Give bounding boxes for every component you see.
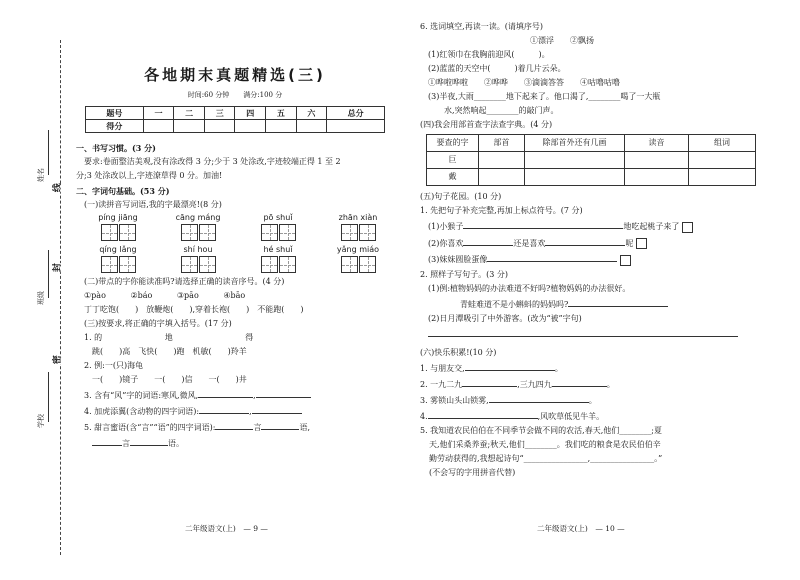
name-label: 姓名 [37, 168, 45, 182]
pinyin-item [82, 213, 154, 241]
score-cell[interactable] [327, 119, 385, 132]
score-header-cell: 六 [296, 106, 327, 119]
q5-1-2a: (2)你喜欢 [428, 238, 464, 248]
answer-blank[interactable] [215, 421, 253, 430]
right-page [420, 22, 782, 478]
lookup-cell[interactable] [479, 169, 525, 186]
q3-4-text: 4. 加虎添翼(含动物的四字词语): [84, 406, 200, 416]
q6b-5d: (不会写的字用拼音代替) [429, 467, 516, 477]
pinyin-text: shí hou [183, 244, 213, 254]
q5-1-2b: 还是喜欢 [513, 238, 546, 248]
score-header-cell: 总分 [327, 106, 385, 119]
pinyin-text: hé shuǐ [263, 244, 293, 254]
score-cell[interactable] [235, 119, 266, 132]
q3-1-word: 得 [245, 332, 254, 342]
answer-blank[interactable] [552, 378, 607, 387]
score-cell[interactable] [143, 119, 174, 132]
q2-option: ②báo [130, 290, 153, 300]
answer-blank[interactable] [130, 437, 168, 446]
writing-box[interactable] [261, 256, 278, 273]
lookup-cell[interactable] [479, 152, 525, 169]
q6b-title: (六)快乐积累!(10 分) [420, 347, 497, 357]
seal-mark-secret: 密 [52, 355, 63, 365]
class-underline [48, 250, 49, 298]
q6b-3: 3. 雾锁山头山锁雾, 。 [420, 395, 597, 405]
q5-2-2: (2)日月潭吸引了中外游客。(改为“被”字句) [428, 313, 582, 323]
answer-blank[interactable] [463, 220, 623, 229]
q6b-3-text: 3. 雾锁山头山锁雾, [420, 395, 489, 405]
writing-box[interactable] [199, 224, 216, 241]
lookup-cell[interactable] [525, 152, 625, 169]
score-cell[interactable] [266, 119, 297, 132]
writing-box[interactable] [341, 224, 358, 241]
answer-blank[interactable] [428, 328, 738, 337]
answer-blank[interactable] [198, 389, 253, 398]
score-cell[interactable] [174, 119, 205, 132]
q5-title: (五)句子花园。(10 分) [420, 192, 502, 201]
q3-5-yan2: 言 [122, 438, 130, 448]
q3-5-text: 5. 甜言蜜语(含“言”“语”的四字词语): [84, 422, 216, 432]
answer-blank[interactable] [489, 394, 589, 403]
score-header-cell: 一 [143, 106, 174, 119]
class-label: 班级 [37, 291, 45, 305]
writing-box[interactable] [119, 224, 136, 241]
score-header-cell: 五 [266, 106, 297, 119]
q6b-5b: 天,他们采桑养蚕;秋天,他们________。我们吃的粮食是农民伯伯辛 [429, 439, 661, 449]
writing-box[interactable] [359, 256, 376, 273]
lookup-header: 组词 [689, 135, 756, 152]
answer-blank[interactable] [487, 253, 617, 262]
q5-1-1b: 地吃起桃子来了 [623, 222, 680, 231]
pinyin-item [242, 213, 314, 241]
exam-title: 各地期末真题精选(三) [144, 66, 326, 84]
answer-blank[interactable] [261, 421, 299, 430]
q3-3: 3. 含有“风”字的词语:寒风,微风, , [76, 389, 394, 401]
q4-title: (四)我会用部首查字法查字典。(4 分) [420, 120, 553, 129]
pinyin-grid [76, 213, 394, 273]
pinyin-text: pō shuǐ [263, 212, 293, 222]
writing-box[interactable] [101, 256, 118, 273]
pinyin-item [322, 245, 394, 273]
q2-option: ①pào [84, 290, 106, 300]
answer-blank[interactable] [463, 237, 513, 246]
left-footer: 二年级语文(上) — 9 — [185, 524, 268, 533]
q2-option: ④bāo [223, 290, 246, 300]
answer-blank[interactable] [256, 389, 311, 398]
lookup-cell[interactable] [525, 169, 625, 186]
q2-title: (二)带点的字你能读准吗?请选择正确的读音序号。(4 分) [84, 276, 285, 286]
writing-box[interactable] [119, 256, 136, 273]
q5-1-1 [420, 220, 782, 233]
section-1-body: 要求:卷面整洁美观,没有涂改得 3 分;少于 3 处涂改,字迹较端正得 1 至 2 [84, 156, 341, 166]
q1-title: (一)读拼音写词语,我的字最漂亮!(8 分) [84, 199, 222, 209]
q6b-1: 1. 与朋友交, 。 [420, 363, 563, 373]
writing-box[interactable] [261, 224, 278, 241]
lookup-header: 要查的字 [427, 135, 479, 152]
q3-3-text: 3. 含有“风”字的词语:寒风,微风, [84, 390, 199, 400]
q5-1: 1. 先把句子补充完整,再加上标点符号。(7 分) [420, 206, 583, 215]
lookup-cell[interactable] [689, 169, 756, 186]
q6b-2-text: 2. 一九二九 [420, 379, 463, 389]
q3-5-yan: 言 [253, 422, 262, 432]
q5-2-1b-text: 青蛙难道不是小蝌蚪的妈妈吗? [460, 299, 569, 309]
writing-box[interactable] [181, 256, 198, 273]
q5-2-2-blank [420, 328, 782, 340]
q3-1-label: 1. 的 [84, 332, 103, 342]
school-label: 学校 [37, 414, 45, 428]
writing-box[interactable] [359, 224, 376, 241]
q3-1-line: 跳( )高 飞快( )跑 机敏( )羚羊 [92, 346, 247, 356]
writing-box[interactable] [181, 224, 198, 241]
punctuation-box[interactable] [620, 255, 631, 266]
q6b-4 [420, 410, 782, 422]
score-header-cell: 三 [204, 106, 235, 119]
writing-box[interactable] [341, 256, 358, 273]
answer-blank[interactable] [465, 362, 555, 371]
q5-1-2 [420, 237, 782, 250]
score-header-cell: 四 [235, 106, 266, 119]
q2-option: ③pāo [176, 290, 199, 300]
q2-options [76, 291, 394, 301]
lookup-cell[interactable] [625, 169, 689, 186]
answer-blank[interactable] [428, 410, 538, 419]
punctuation-box[interactable] [682, 222, 693, 233]
answer-blank[interactable] [568, 298, 668, 307]
q3-2: 2. 例:一(只)海龟 [84, 360, 144, 370]
answer-blank[interactable] [252, 405, 302, 414]
q6b-4-text: 4. [420, 411, 428, 421]
right-footer: 二年级语文(上) — 10 — [537, 524, 625, 533]
q6-3a: (3)半夜,大雨________地下起来了。他口渴了,________喝了一大瓶 [428, 92, 661, 101]
binding-margin [0, 0, 75, 580]
pinyin-text: zhān xiàn [338, 212, 378, 222]
q3-2-line: 一( )镜子 一( )信 一( )井 [92, 374, 247, 384]
q3-title: (三)按要求,将正确的字填入括号。(17 分) [84, 318, 232, 328]
pinyin-item [162, 245, 234, 273]
score-table [85, 106, 385, 133]
lookup-char: 巨 [427, 152, 479, 169]
lookup-cell[interactable] [625, 152, 689, 169]
pinyin-text: qíng lǎng [99, 244, 137, 254]
pinyin-text: yǎng miáo [336, 244, 380, 254]
left-page [76, 22, 394, 449]
punctuation-box[interactable] [636, 238, 647, 249]
binding-dashed-line [60, 40, 61, 555]
q6-2: (2)蓝蓝的天空中( )着几片云朵。 [428, 64, 566, 73]
writing-box[interactable] [279, 256, 296, 273]
lookup-header: 除部首外还有几画 [525, 135, 625, 152]
section-1-body: 分;3 处涂改以上,字迹潦草得 0 分。加油! [76, 170, 223, 180]
name-underline [48, 130, 49, 175]
dictionary-table [426, 134, 756, 186]
pinyin-item [242, 245, 314, 273]
lookup-header: 读音 [625, 135, 689, 152]
exam-subtitle: 时间:60 分钟 满分:100 分 [187, 90, 283, 99]
q6b-4b-text: ,风吹草低见牛羊。 [537, 411, 605, 421]
score-header-cell: 二 [174, 106, 205, 119]
q5-2-1b [420, 298, 782, 310]
score-row-label: 得分 [86, 119, 144, 132]
q6-options-2: ①哗啦哗啦 ②哗哗 ③滴滴答答 ④咕噜咕噜 [428, 78, 620, 87]
answer-blank[interactable] [462, 378, 517, 387]
q5-1-2c: 呢 [625, 238, 634, 248]
score-cell[interactable] [204, 119, 235, 132]
q3-1-word: 地 [164, 332, 173, 342]
score-cell[interactable] [296, 119, 327, 132]
q6-3b: 水,突然响起________的敲门声。 [444, 106, 559, 115]
writing-box[interactable] [199, 256, 216, 273]
q5-2-1a: (1)例:植物妈妈的办法难道不好吗?植物妈妈的办法很好。 [428, 283, 631, 293]
lookup-char: 戴 [427, 169, 479, 186]
q3-1 [76, 333, 394, 343]
q3-5 [76, 421, 394, 433]
q6b-5c: 勤劳动获得的,我想起诗句“________________,________________。” [429, 453, 663, 463]
seal-mark-seal: 封 [52, 263, 63, 273]
answer-blank[interactable] [199, 405, 249, 414]
q3-4: 4. 加虎添翼(含动物的四字词语): , [76, 405, 394, 417]
q6-title: 6. 选词填空,再读一读。(请填序号) [420, 22, 543, 31]
lookup-header: 部首 [479, 135, 525, 152]
school-underline [48, 372, 49, 422]
q3-5-yu: 语, [299, 422, 311, 432]
q5-1-3-text: (3)妹妹圆脸蛋像 [428, 255, 488, 264]
answer-blank[interactable] [545, 237, 625, 246]
q6-1: (1)红领巾在我胸前迎风( )。 [428, 50, 550, 59]
q3-5-line2 [76, 437, 394, 449]
q6b-2: 2. 一九二九 ,三九四九 。 [420, 379, 615, 389]
section-1-title: 一、书写习惯。(3 分) [76, 142, 156, 153]
score-header-cell: 题号 [86, 106, 144, 119]
q6-options: ①漂浮 ②飘扬 [530, 36, 594, 45]
pinyin-item [82, 245, 154, 273]
q5-2: 2. 照样子写句子。(3 分) [420, 269, 509, 279]
q6b-5a: 5. 我知道农民伯伯在不同季节会做不同的农活,春天,他们________;夏 [420, 425, 662, 435]
lookup-cell[interactable] [689, 152, 756, 169]
pinyin-text: cāng máng [175, 212, 221, 222]
q5-1-1a: (1)小猴子 [428, 222, 464, 231]
q6b-2b-text: ,三九四九 [517, 379, 552, 389]
writing-box[interactable] [101, 224, 118, 241]
pinyin-text: píng jiāng [98, 212, 138, 222]
q2-line: 丁丁吃饱( ) 放鞭炮( ),穿着长袍( ) 不能跑( ) [84, 304, 304, 314]
section-2-title: 二、字词句基础。(53 分) [76, 185, 170, 196]
q6b-1-text: 1. 与朋友交, [420, 363, 465, 373]
answer-blank[interactable] [92, 437, 122, 446]
q3-5-yu2: 语。 [168, 438, 184, 448]
seal-mark-line: 线 [52, 183, 63, 193]
q5-1-3 [420, 253, 782, 266]
pinyin-item [322, 213, 394, 241]
writing-box[interactable] [279, 224, 296, 241]
pinyin-item [162, 213, 234, 241]
